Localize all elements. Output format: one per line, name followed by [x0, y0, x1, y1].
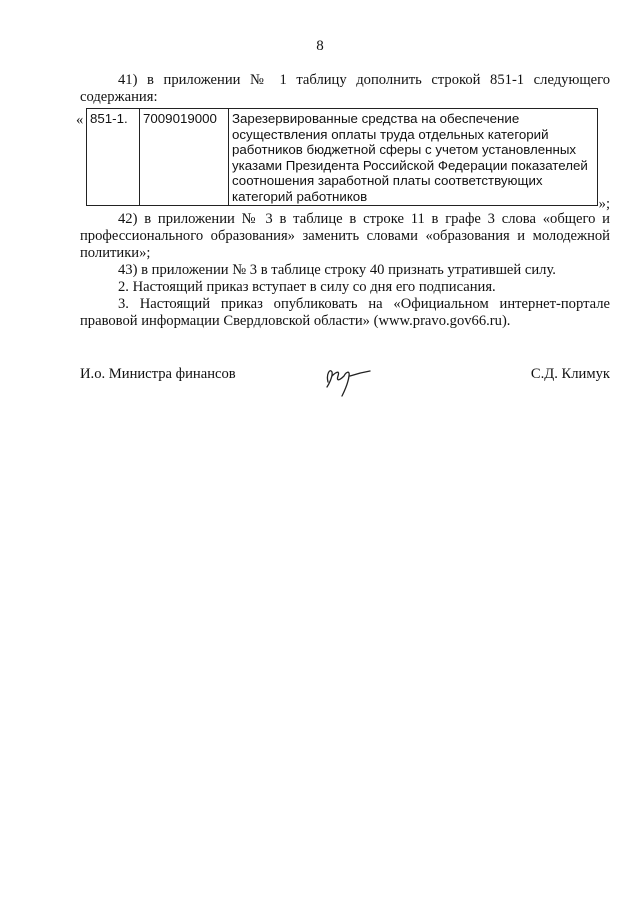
point-3-text: 3. Настоящий приказ опубликовать на «Официальном интернет-портале правовой информации Свердловской области» (www.pravo.gov66.ru). [80, 296, 610, 329]
closing-quote: »; [598, 196, 610, 212]
budget-row-table [86, 108, 598, 206]
item-43-text: 43) в приложении № 3 в таблице строку 40 признать утратившей силу. [118, 262, 556, 278]
page-number: 8 [316, 38, 324, 54]
signatory-name: С.Д. Климук [530, 366, 610, 382]
handwritten-signature [320, 360, 380, 398]
row-code-cell: 851-1. [87, 109, 140, 206]
opening-quote: « [76, 112, 84, 128]
item-41-text: 41) в приложении № 1 таблицу дополнить строкой 851-1 следующего содержания: [80, 72, 610, 105]
classification-code-cell: 7009019000 [140, 109, 229, 206]
point-2-text: 2. Настоящий приказ вступает в силу со дня его подписания. [118, 279, 496, 295]
document-body [76, 72, 610, 330]
signature-block [80, 366, 610, 406]
table-row [87, 109, 598, 206]
item-42-text: 42) в приложении № 3 в таблице в строке 11 в графе 3 слова «общего и профессионального образования» заменить словами «образования и молодежной политики»; [80, 211, 610, 261]
inserted-row-block [76, 108, 610, 212]
signatory-title: И.о. Министра финансов [80, 366, 236, 382]
description-cell: Зарезервированные средства на обеспечение осуществления оплаты труда отдельных категорий работников бюджетной сферы с учетом установленных указами Президента Российской Федерации показателей соотношения заработной платы соответствующих категорий работников [229, 109, 598, 206]
